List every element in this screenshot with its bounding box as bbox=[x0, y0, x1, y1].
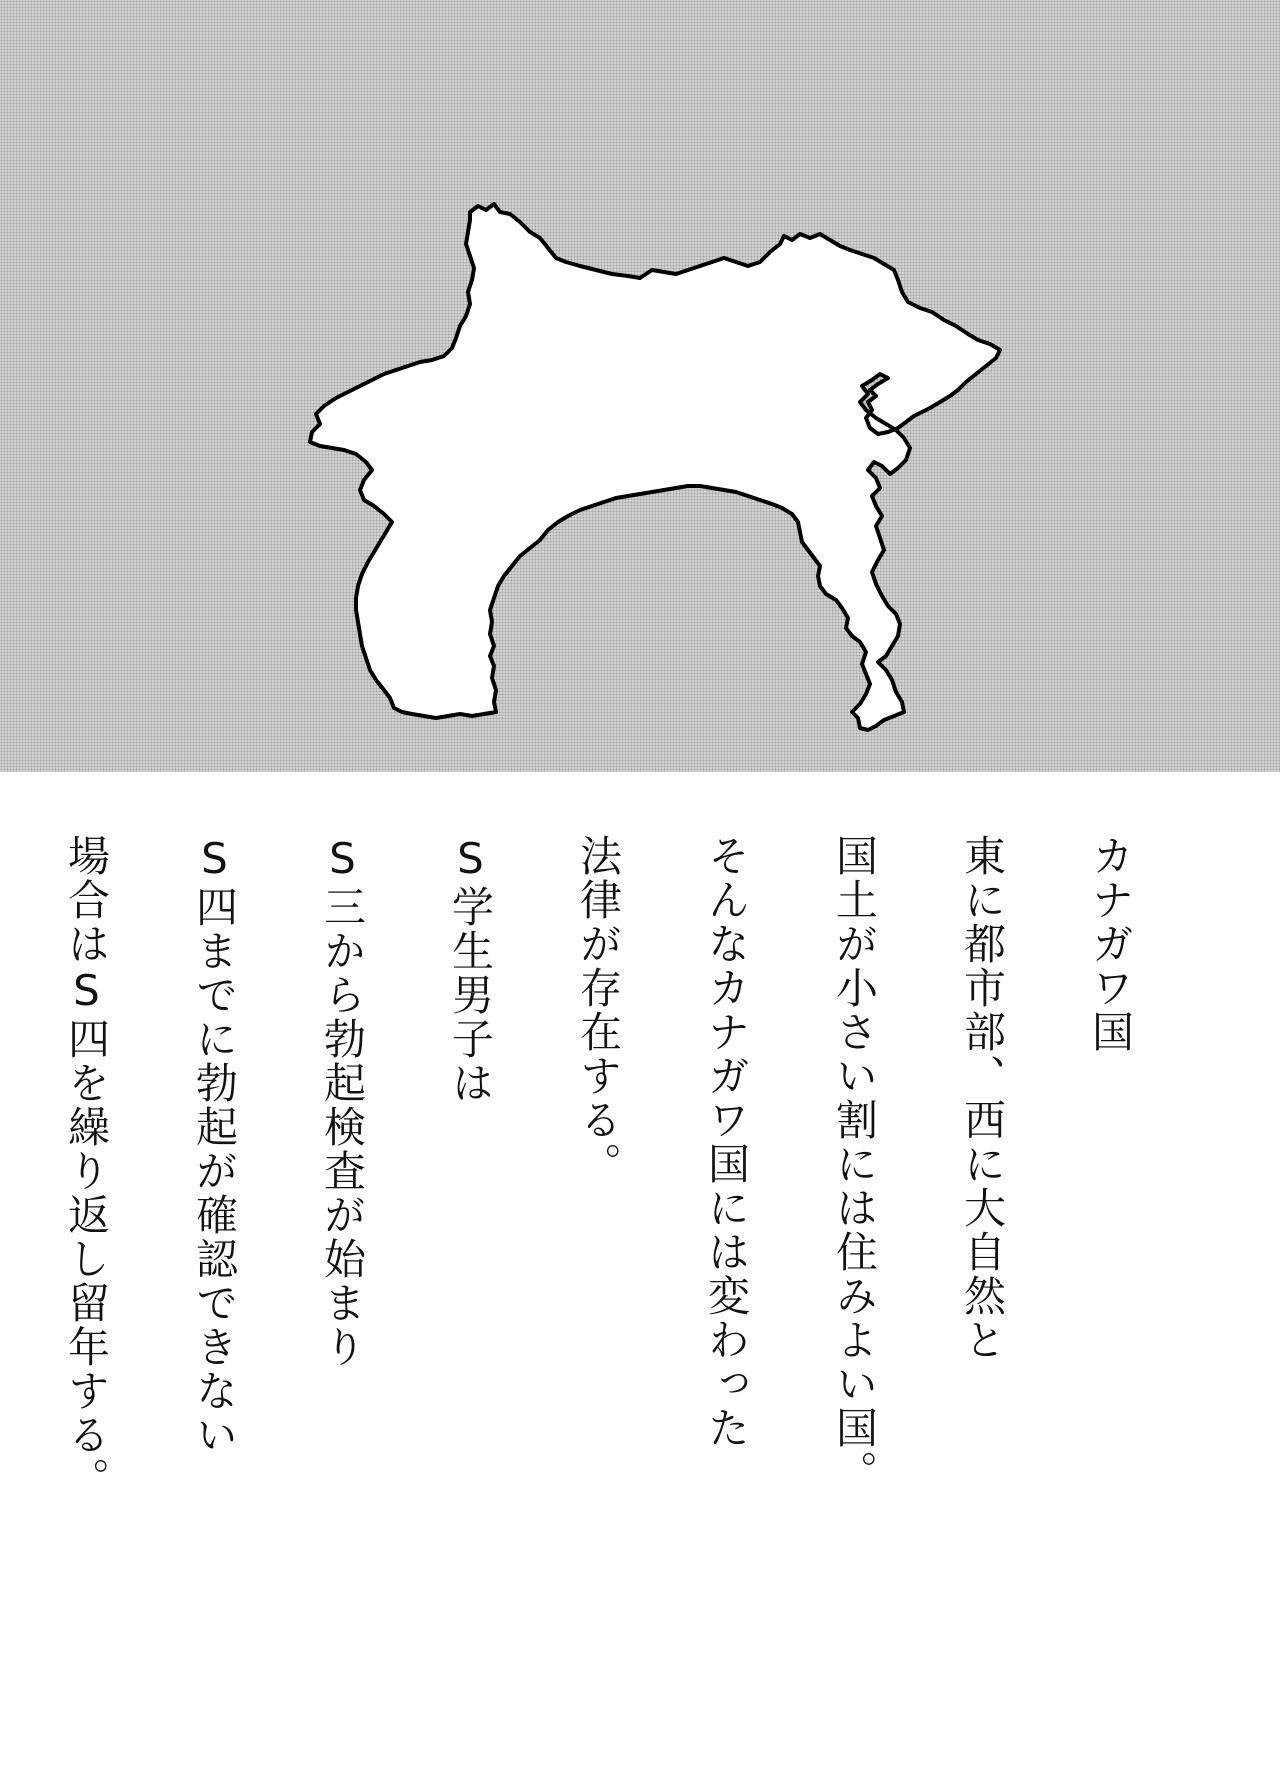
kanagawa-map bbox=[0, 0, 1280, 772]
paragraph-2-line-2: 法律が存在する。 bbox=[574, 834, 623, 1186]
kanagawa-outline bbox=[310, 204, 1000, 730]
paragraph-3-line-3: S四までに勃起が確認できない bbox=[190, 834, 239, 1457]
paragraph-3-line-1: S学生男子は bbox=[446, 834, 495, 1105]
paragraph-3-line-2: S三から勃起検査が始まり bbox=[318, 834, 367, 1369]
text-panel bbox=[0, 772, 1280, 1781]
page-title: カナガワ国 bbox=[1086, 834, 1135, 1054]
paragraph-3-line-4: 場合はS四を繰り返し留年する。 bbox=[62, 834, 111, 1501]
paragraph-1-line-1: 東に都市部、西に大自然と bbox=[958, 834, 1007, 1362]
paragraph-2-line-1: そんなカナガワ国には変わった bbox=[702, 834, 751, 1450]
vertical-text-block bbox=[0, 834, 1142, 1501]
paragraph-1-line-2: 国土が小さい割には住みよい国。 bbox=[830, 834, 879, 1494]
map-panel bbox=[0, 0, 1280, 772]
